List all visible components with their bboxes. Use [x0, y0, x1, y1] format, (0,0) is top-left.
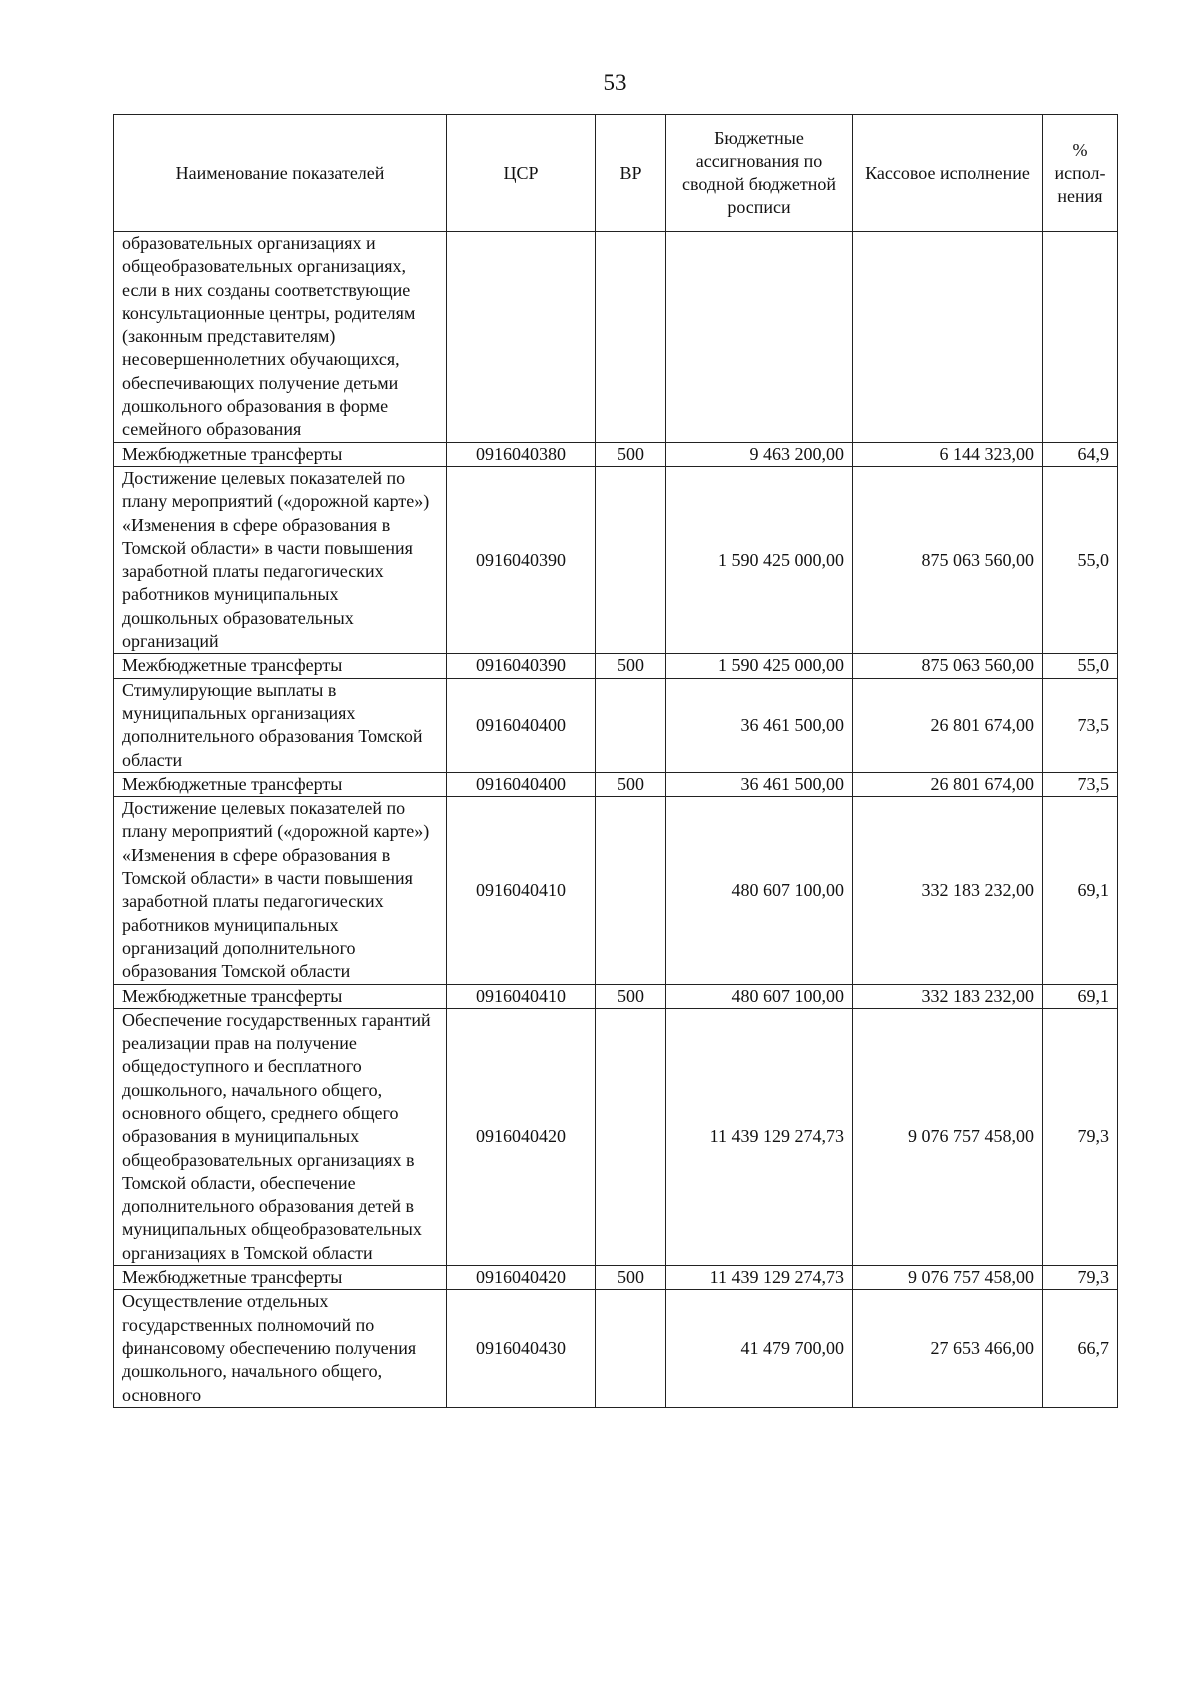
header-name: Наименование показателей — [114, 115, 447, 232]
row-vr: 500 — [596, 442, 666, 466]
header-vr: ВР — [596, 115, 666, 232]
row-name: Межбюджетные трансферты — [114, 984, 447, 1008]
table-row — [114, 1008, 1118, 1265]
row-name: Межбюджетные трансферты — [114, 1266, 447, 1290]
row-assignments: 480 607 100,00 — [666, 797, 853, 984]
row-vr: 500 — [596, 772, 666, 796]
row-vr — [596, 1008, 666, 1265]
row-name: Достижение целевых показателей по плану мероприятий («дорожной карте») «Изменения в сфере образования в Томской области» в части повышения заработной платы педагогических работников муниципальных организаций дополнительного образования Томской области — [114, 797, 447, 984]
row-name: Межбюджетные трансферты — [114, 442, 447, 466]
table-row — [114, 772, 1118, 796]
row-percent: 73,5 — [1043, 678, 1118, 772]
row-execution: 875 063 560,00 — [853, 654, 1043, 678]
row-percent: 69,1 — [1043, 797, 1118, 984]
row-execution: 875 063 560,00 — [853, 466, 1043, 653]
row-percent: 79,3 — [1043, 1266, 1118, 1290]
row-name: Осуществление отдельных государственных полномочий по финансовому обеспечению получения дошкольного, начального общего, основного — [114, 1290, 447, 1407]
row-vr: 500 — [596, 654, 666, 678]
row-assignments: 11 439 129 274,73 — [666, 1008, 853, 1265]
header-percent: % испол- нения — [1043, 115, 1118, 232]
row-execution: 6 144 323,00 — [853, 442, 1043, 466]
table-row — [114, 466, 1118, 653]
row-csr: 0916040390 — [447, 466, 596, 653]
row-assignments: 11 439 129 274,73 — [666, 1266, 853, 1290]
row-csr: 0916040400 — [447, 678, 596, 772]
row-execution — [853, 232, 1043, 443]
row-vr — [596, 466, 666, 653]
table-row — [114, 984, 1118, 1008]
row-execution: 26 801 674,00 — [853, 772, 1043, 796]
row-assignments: 480 607 100,00 — [666, 984, 853, 1008]
table-row — [114, 797, 1118, 984]
row-vr: 500 — [596, 984, 666, 1008]
header-execution: Кассовое исполнение — [853, 115, 1043, 232]
row-percent: 64,9 — [1043, 442, 1118, 466]
row-vr — [596, 1290, 666, 1407]
table-row — [114, 1290, 1118, 1407]
table-row — [114, 1266, 1118, 1290]
row-assignments: 36 461 500,00 — [666, 772, 853, 796]
page-number: 53 — [603, 70, 627, 95]
row-assignments — [666, 232, 853, 443]
row-name: Стимулирующие выплаты в муниципальных организациях дополнительного образования Томской области — [114, 678, 447, 772]
row-percent: 66,7 — [1043, 1290, 1118, 1407]
row-execution: 332 183 232,00 — [853, 984, 1043, 1008]
row-vr: 500 — [596, 1266, 666, 1290]
row-percent: 73,5 — [1043, 772, 1118, 796]
row-name: Межбюджетные трансферты — [114, 772, 447, 796]
row-name: Межбюджетные трансферты — [114, 654, 447, 678]
row-assignments: 9 463 200,00 — [666, 442, 853, 466]
row-name: образовательных организациях и общеобразовательных организациях, если в них созданы соответствующие консультационные центры, родителям (законным представителям) несовершеннолетних обучающихся, обеспечивающих получение детьми дошкольного образования в форме семейного образования — [114, 232, 447, 443]
table-header-row — [114, 115, 1118, 232]
row-vr — [596, 232, 666, 443]
header-assignments: Бюджетные ассигнования по сводной бюджетной росписи — [666, 115, 853, 232]
row-csr: 0916040430 — [447, 1290, 596, 1407]
row-csr: 0916040380 — [447, 442, 596, 466]
row-execution: 9 076 757 458,00 — [853, 1008, 1043, 1265]
row-percent: 69,1 — [1043, 984, 1118, 1008]
table-row — [114, 232, 1118, 443]
row-execution: 27 653 466,00 — [853, 1290, 1043, 1407]
row-csr: 0916040420 — [447, 1008, 596, 1265]
row-percent: 55,0 — [1043, 466, 1118, 653]
table-row — [114, 654, 1118, 678]
row-percent — [1043, 232, 1118, 443]
row-vr — [596, 797, 666, 984]
row-assignments: 41 479 700,00 — [666, 1290, 853, 1407]
table-row — [114, 678, 1118, 772]
row-name: Обеспечение государственных гарантий реализации прав на получение общедоступного и бесплатного дошкольного, начального общего, основного общего, среднего общего образования в муниципальных общеобразовательных организациях в Томской области, обеспечение дополнительного образования детей в муниципальных общеобразовательных организациях в Томской области — [114, 1008, 447, 1265]
row-assignments: 1 590 425 000,00 — [666, 654, 853, 678]
row-vr — [596, 678, 666, 772]
row-csr: 0916040390 — [447, 654, 596, 678]
row-csr: 0916040410 — [447, 797, 596, 984]
header-csr: ЦСР — [447, 115, 596, 232]
table-row — [114, 442, 1118, 466]
budget-table — [113, 114, 1118, 1408]
row-csr: 0916040410 — [447, 984, 596, 1008]
row-name: Достижение целевых показателей по плану мероприятий («дорожной карте») «Изменения в сфере образования в Томской области» в части повышения заработной платы педагогических работников муниципальных дошкольных образовательных организаций — [114, 466, 447, 653]
row-assignments: 36 461 500,00 — [666, 678, 853, 772]
row-csr: 0916040420 — [447, 1266, 596, 1290]
row-percent: 79,3 — [1043, 1008, 1118, 1265]
row-execution: 332 183 232,00 — [853, 797, 1043, 984]
row-execution: 9 076 757 458,00 — [853, 1266, 1043, 1290]
row-assignments: 1 590 425 000,00 — [666, 466, 853, 653]
row-execution: 26 801 674,00 — [853, 678, 1043, 772]
row-csr — [447, 232, 596, 443]
row-csr: 0916040400 — [447, 772, 596, 796]
row-percent: 55,0 — [1043, 654, 1118, 678]
